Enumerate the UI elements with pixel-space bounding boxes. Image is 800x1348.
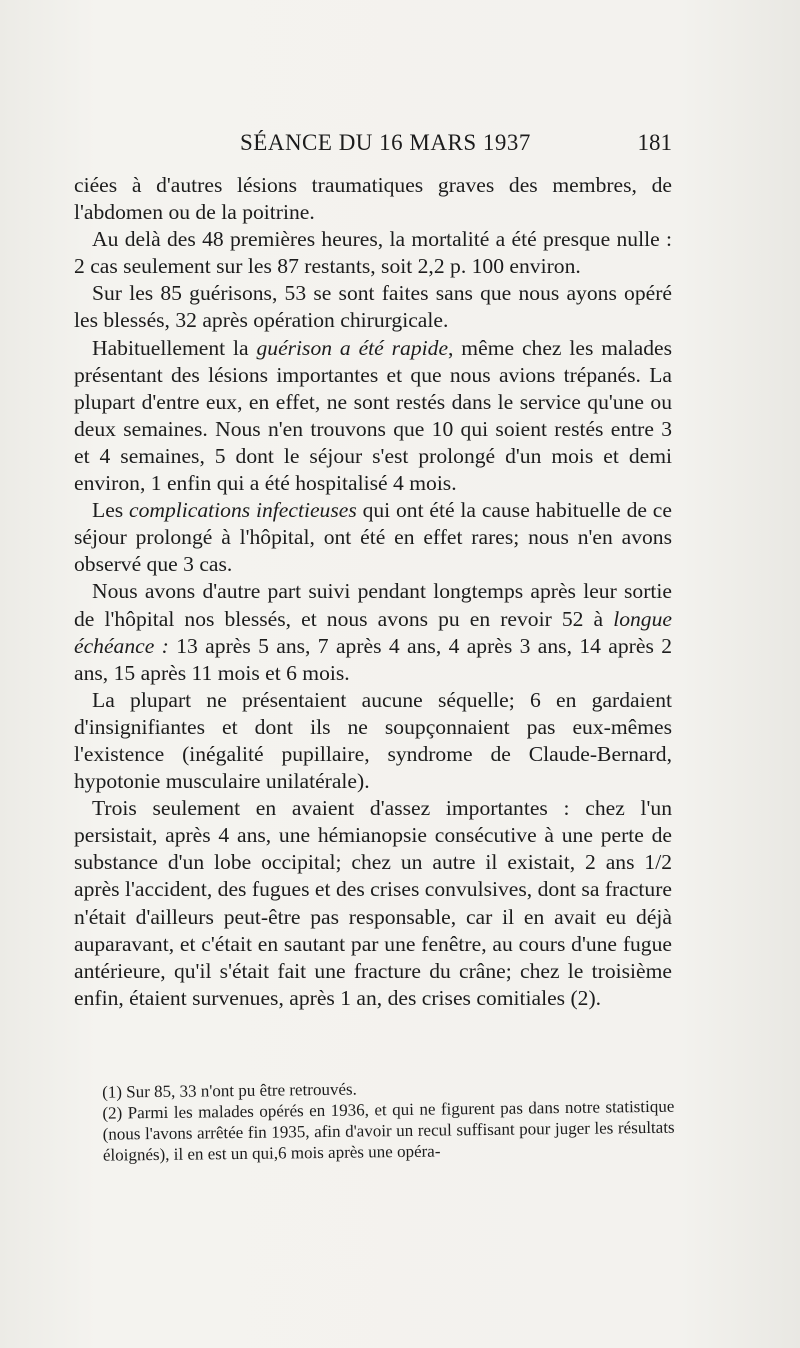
running-title: SÉANCE DU 16 MARS 1937	[240, 130, 531, 155]
paragraph: Au delà des 48 premières heures, la mortalité a été presque nulle : 2 cas seulement sur les 87 restants, soit 2,2 p. 100 environ.	[74, 227, 672, 279]
paragraph-text: 13 après 5 ans, 7 après 4 ans, 4 après 3 ans, 14 après 2 ans, 15 après 11 mois et 6 mois.	[74, 633, 673, 685]
paragraph: ciées à d'autres lésions traumatiques graves des membres, de l'abdomen ou de la poitrine.	[74, 173, 672, 225]
emphasis-text: complications infectieuses	[129, 498, 357, 523]
footnote: (2) Parmi les malades opérés en 1936, et qui ne figurent pas dans notre statistique (nous l'avons arrêtée fin 1935, afin d'avoir un recul suffisant pour juger les résultats éloignés), il en est un qui,6 mois après une opéra-	[102, 1096, 675, 1165]
emphasis-text: guérison a été rapide	[256, 335, 449, 360]
paragraph: Sur les 85 guérisons, 53 se sont faites sans que nous ayons opéré les blessés, 32 après opération chirurgicale.	[74, 281, 672, 333]
paragraph: Trois seulement en avaient d'assez importantes : chez l'un persistait, après 4 ans, une hémianopsie consécutive à une perte de substance d'un lobe occipital; chez un autre il existait, 2 ans 1/2 après l'accident, des fugues et des crises convulsives, dont sa fracture n'était d'ailleurs peut-être pas responsable, car il en avait eu déjà auparavant, et c'était en sautant par une fenêtre, au cours d'une fugue antérieure, qu'il s'était fait une fracture du crâne; chez le troisième enfin, étaient survenues, après 1 an, des crises comitiales (2).	[74, 796, 672, 1010]
paragraph	[74, 497, 672, 578]
paragraph-text: Habituellement la	[92, 335, 257, 360]
paragraph	[74, 335, 672, 498]
paragraph: La plupart ne présentaient aucune séquelle; 6 en gardaient d'insignifiantes et dont ils ne soupçonnaient pas eux-mêmes l'existence (inégalité pupillaire, syndrome de Claude-Bernard, hypotonie musculaire unilatérale).	[74, 687, 672, 794]
paragraph	[74, 578, 672, 686]
body-text	[74, 172, 672, 1012]
paragraph-text: Les	[92, 498, 130, 523]
page-header	[74, 130, 672, 164]
emphasis-text: longue échéance :	[74, 606, 672, 658]
paragraph-text: , même chez les malades présentant des lésions importantes et que nous avions trépanés. La plupart d'entre eux, en effet, ne sont restés dans le service qu'une ou deux semaines. Nous n'en trouvons que 10 qui soient restés entre 3 et 4 semaines, 5 dont le séjour s'est prolongé d'un mois et demi environ, 1 enfin qui a été hospitalisé 4 mois.	[74, 335, 672, 496]
page-number: 181	[637, 130, 672, 155]
footnote: (1) Sur 85, 33 n'ont pu être retrouvés.	[102, 1079, 357, 1102]
footnotes	[74, 1075, 675, 1166]
paragraph-text: qui ont été la cause habituelle de ce séjour prolongé à l'hôpital, ont été en effet rares; nous n'en avons observé que 3 cas.	[74, 498, 672, 577]
paragraph-text: Nous avons d'autre part suivi pendant longtemps après leur sortie de l'hôpital nos blessés, et nous avons pu en revoir 52 à	[74, 579, 672, 631]
